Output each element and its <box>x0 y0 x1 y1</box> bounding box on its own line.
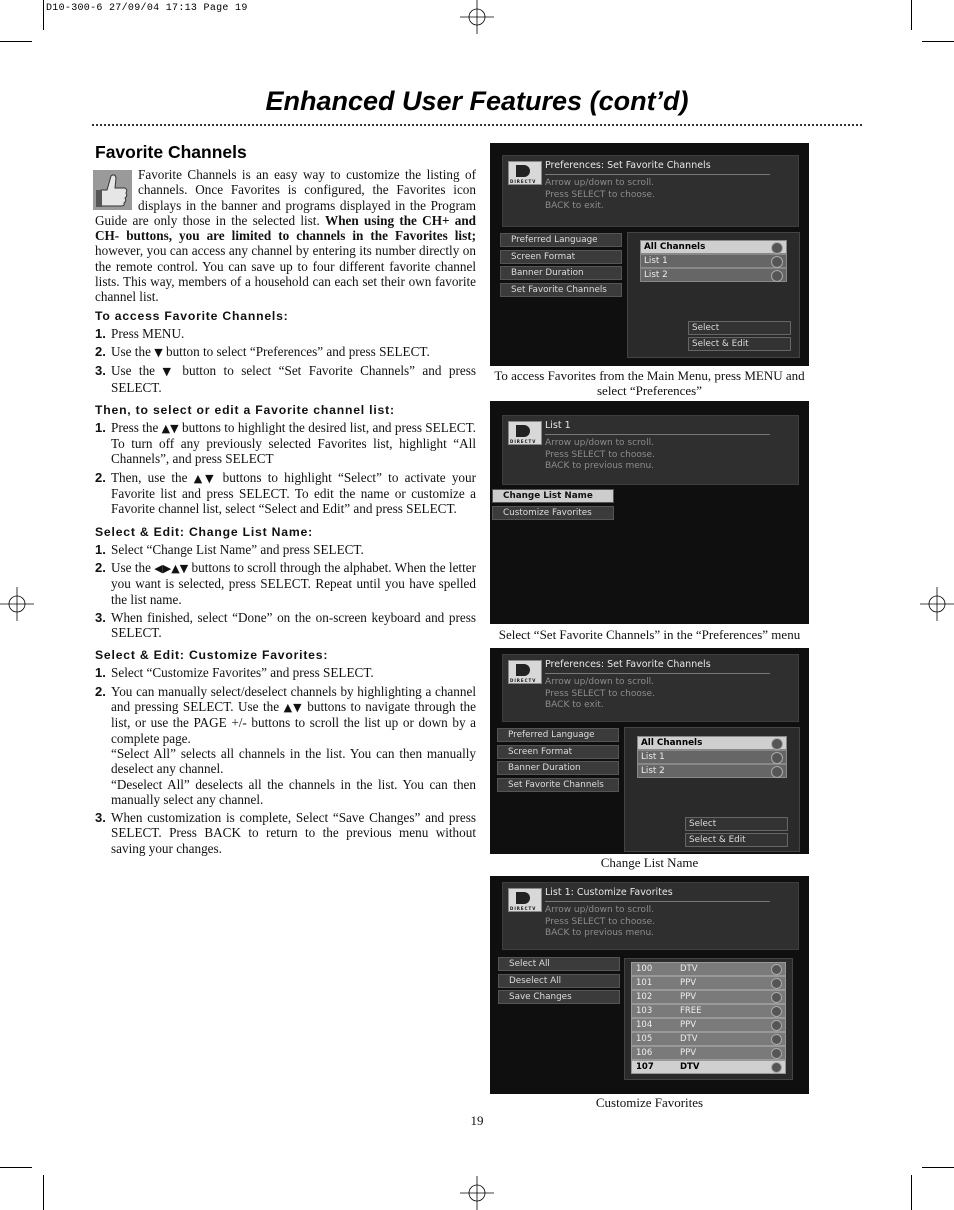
page-number: 19 <box>470 1113 484 1128</box>
list-edit-menu <box>492 489 614 522</box>
step-text: Then, use the <box>111 469 194 485</box>
caption-2: Select “Set Favorite Channels” in the “Preferences” menu <box>498 627 801 642</box>
directv-logo-icon <box>508 888 542 912</box>
step-text: Press MENU. <box>111 325 185 341</box>
channel-row[interactable]: 102 PPV <box>631 990 786 1004</box>
crop-mark <box>0 1167 32 1168</box>
menu-item-preferred-language[interactable]: Preferred Language <box>500 233 622 247</box>
steps-change-name <box>95 542 476 641</box>
up-down-arrows-icon: ▲▼ <box>283 701 303 715</box>
select-button[interactable]: Select <box>688 321 791 335</box>
preferences-menu <box>500 233 622 300</box>
registration-mark <box>0 587 34 621</box>
step-number: 3. <box>95 363 106 379</box>
divider <box>545 174 770 175</box>
customize-menu <box>498 957 620 1007</box>
down-arrow-icon: ▼ <box>154 345 163 359</box>
radio-icon <box>771 1020 782 1031</box>
screenshot-customize-favorites <box>490 876 809 1094</box>
screen-header <box>502 654 799 722</box>
subheading-select: Then, to select or edit a Favorite channel list: <box>95 402 395 417</box>
crop-mark <box>43 0 44 30</box>
screen-header <box>502 882 799 950</box>
crop-mark <box>43 1175 44 1210</box>
step-text: buttons to navigate through the list, or use the PAGE +/- buttons to scroll the list up or down by a complete page. <box>111 699 476 746</box>
steps-select <box>95 420 476 517</box>
step-number: 1. <box>95 419 106 435</box>
subheading-customize: Select & Edit: Customize Favorites: <box>95 648 329 663</box>
step <box>95 542 476 557</box>
divider <box>545 673 770 674</box>
screen-hint: Arrow up/down to scroll. Press SELECT to choose. BACK to previous menu. <box>545 905 655 938</box>
step-number: 2. <box>95 343 106 359</box>
list-item-list-1[interactable]: List 1 <box>637 750 787 764</box>
step-text: Select “Customize Favorites” and press SELECT. <box>111 665 374 681</box>
channel-row[interactable]: 101 PPV <box>631 976 786 990</box>
channel-list-panel <box>624 958 793 1080</box>
list-item-all-channels[interactable]: All Channels <box>640 240 787 254</box>
step-text: buttons to highlight “Select” to activate your Favorite list and press SELECT. To edit the name or customize a Favorite channel list, select “Select and Edit” and press SELECT. <box>111 469 477 517</box>
screen-hint: Arrow up/down to scroll. Press SELECT to choose. BACK to previous menu. <box>545 438 655 471</box>
menu-item-screen-format[interactable]: Screen Format <box>497 745 619 759</box>
step <box>95 326 476 341</box>
channel-row[interactable]: 105 DTV <box>631 1032 786 1046</box>
screen-title: List 1: Customize Favorites <box>545 887 673 898</box>
registration-mark <box>920 587 954 621</box>
step-text: “Select All” selects all channels in the list. You can then manually deselect any channel. <box>111 745 476 777</box>
channel-row[interactable]: 107 DTV <box>631 1060 786 1074</box>
channel-row[interactable]: 103 FREE <box>631 1004 786 1018</box>
menu-item-banner-duration[interactable]: Banner Duration <box>497 761 619 775</box>
step-text: buttons to highlight the desired list, and press SELECT. To turn off any previously selected Favorites list, highlight “All Channels”, and press SELECT <box>111 419 476 467</box>
step-text: You can manually select/deselect channels by highlighting a channel and pressing SELECT. Use the <box>111 683 476 715</box>
section-heading: Favorite Channels <box>95 142 247 162</box>
step-text: Use the <box>111 363 163 379</box>
directv-logo-icon <box>508 421 542 445</box>
radio-icon <box>771 752 783 764</box>
print-slug: D10-300-6 27/09/04 17:13 Page 19 <box>46 3 248 14</box>
step <box>95 560 476 607</box>
step <box>95 665 476 680</box>
crop-mark <box>922 1167 954 1168</box>
step-text: Use the <box>111 559 155 575</box>
radio-icon <box>771 1006 782 1017</box>
step <box>95 344 476 360</box>
step-text: buttons to scroll through the alphabet. When the letter you want is selected, press SELECT. Repeat until you have spelled the list name. <box>111 559 476 607</box>
step-number: 1. <box>95 325 106 341</box>
channel-row[interactable]: 104 PPV <box>631 1018 786 1032</box>
crop-mark <box>0 41 32 42</box>
step <box>95 470 476 517</box>
crop-mark <box>911 0 912 30</box>
menu-item-preferred-language[interactable]: Preferred Language <box>497 728 619 742</box>
step-text: Select “Change List Name” and press SELECT. <box>111 541 364 557</box>
menu-item-set-favorite-channels[interactable]: Set Favorite Channels <box>497 778 619 792</box>
preferences-menu <box>497 728 619 795</box>
caption-3: Change List Name <box>600 855 699 870</box>
thumbs-up-icon <box>93 170 132 210</box>
step-text: When customization is complete, Select “Save Changes” and press SELECT. Press BACK to return to the previous menu without saving your changes. <box>111 810 476 856</box>
favorites-panel <box>627 232 800 358</box>
caption-4: Customize Favorites <box>595 1095 704 1110</box>
divider <box>545 901 770 902</box>
screenshot-list-1 <box>490 401 809 624</box>
subheading-change-name: Select & Edit: Change List Name: <box>95 524 313 539</box>
step-number: 2. <box>95 559 106 575</box>
radio-icon <box>771 766 783 778</box>
screenshot-preferences-2 <box>490 648 809 854</box>
step-text: button to select “Set Favorite Channels” and press SELECT. <box>111 363 476 395</box>
intro-text: Favorite Channels is an easy way to customize the listing of channels. Once Favorites is configured, the Favorites icon displays in the banner and programs displayed in the Program Guide are only those in the selected list. <box>95 167 476 228</box>
select-edit-button[interactable]: Select & Edit <box>685 833 788 847</box>
screen-hint: Arrow up/down to scroll. Press SELECT to choose. BACK to exit. <box>545 178 655 211</box>
check-icon <box>771 738 783 750</box>
crop-mark <box>922 41 954 42</box>
registration-mark <box>460 1176 494 1210</box>
menu-item-screen-format[interactable]: Screen Format <box>500 250 622 264</box>
list-item-list-2[interactable]: List 2 <box>640 268 787 282</box>
radio-icon <box>771 1048 782 1059</box>
screen-header <box>502 415 799 485</box>
down-arrow-icon: ▼ <box>162 365 176 379</box>
step-text: “Deselect All” deselects all the channels in the list. You can then manually select any channel. <box>111 776 476 807</box>
steps-customize <box>95 665 476 856</box>
menu-item-select-all[interactable]: Select All <box>498 957 620 971</box>
step-number: 2. <box>95 469 106 485</box>
page-title: Enhanced User Features (cont’d) <box>265 86 689 116</box>
channel-row[interactable]: 100 DTV <box>631 962 786 976</box>
step <box>95 810 476 856</box>
step <box>95 420 476 467</box>
divider <box>545 434 770 435</box>
radio-icon <box>771 978 782 989</box>
radio-icon <box>771 256 783 268</box>
radio-icon <box>771 270 783 282</box>
menu-item-banner-duration[interactable]: Banner Duration <box>500 266 622 280</box>
crop-mark <box>911 1175 912 1210</box>
radio-icon <box>771 964 782 975</box>
step-number: 1. <box>95 541 106 557</box>
radio-icon <box>771 992 782 1003</box>
favorites-panel <box>624 727 800 852</box>
menu-item-set-favorite-channels[interactable]: Set Favorite Channels <box>500 283 622 297</box>
screen-title: Preferences: Set Favorite Channels <box>545 659 711 670</box>
screen-header <box>502 155 799 227</box>
registration-mark <box>460 0 494 34</box>
list-item-all-channels[interactable]: All Channels <box>637 736 787 750</box>
caption-1: To access Favorites from the Main Menu, press MENU and select “Preferences” <box>494 368 805 398</box>
menu-item-change-list-name[interactable]: Change List Name <box>492 489 614 503</box>
menu-item-deselect-all[interactable]: Deselect All <box>498 974 620 988</box>
text-column <box>95 142 476 860</box>
intro <box>95 167 476 305</box>
channel-row[interactable]: 106 PPV <box>631 1046 786 1060</box>
step-number: 3. <box>95 609 106 625</box>
up-down-arrows-icon: ▲▼ <box>161 421 179 435</box>
step <box>95 610 476 641</box>
subheading-access: To access Favorite Channels: <box>95 308 289 323</box>
steps-access <box>95 326 476 395</box>
step-number: 1. <box>95 665 106 681</box>
screen-hint: Arrow up/down to scroll. Press SELECT to choose. BACK to exit. <box>545 677 655 710</box>
step-text: Press the <box>111 419 162 435</box>
four-way-arrows-icon: ◀▶▲▼ <box>154 561 189 575</box>
intro-text-cont: however, you can access any channel by entering its number directly on the remote control. You can save up to four different favorite channel lists. This way, members of a household can each set their own favorite channel list. <box>95 243 476 305</box>
screen-title: List 1 <box>545 420 571 431</box>
check-icon <box>771 242 783 254</box>
radio-icon <box>771 1062 782 1073</box>
step-text: When finished, select “Done” on the on-screen keyboard and press SELECT. <box>111 609 476 641</box>
step-number: 2. <box>95 683 106 699</box>
up-down-arrows-icon: ▲▼ <box>193 471 217 485</box>
menu-item-save-changes[interactable]: Save Changes <box>498 990 620 1004</box>
directv-logo-icon <box>508 660 542 684</box>
list-item-list-1[interactable]: List 1 <box>640 254 787 268</box>
screen-title: Preferences: Set Favorite Channels <box>545 160 711 171</box>
step-number: 3. <box>95 810 106 826</box>
list-item-list-2[interactable]: List 2 <box>637 764 787 778</box>
select-button[interactable]: Select <box>685 817 788 831</box>
step-text: Use the <box>111 343 155 359</box>
directv-logo-icon <box>508 161 542 185</box>
step <box>95 684 476 807</box>
intro-bold-text: When using the CH+ and CH- buttons, you are limited to channels in the Favorites list; <box>95 212 476 244</box>
menu-item-customize-favorites[interactable]: Customize Favorites <box>492 506 614 520</box>
step <box>95 363 476 395</box>
radio-icon <box>771 1034 782 1045</box>
dotted-rule <box>92 124 862 126</box>
select-edit-button[interactable]: Select & Edit <box>688 337 791 351</box>
screenshot-preferences <box>490 143 809 366</box>
step-text: button to select “Preferences” and press SELECT. <box>162 343 430 359</box>
